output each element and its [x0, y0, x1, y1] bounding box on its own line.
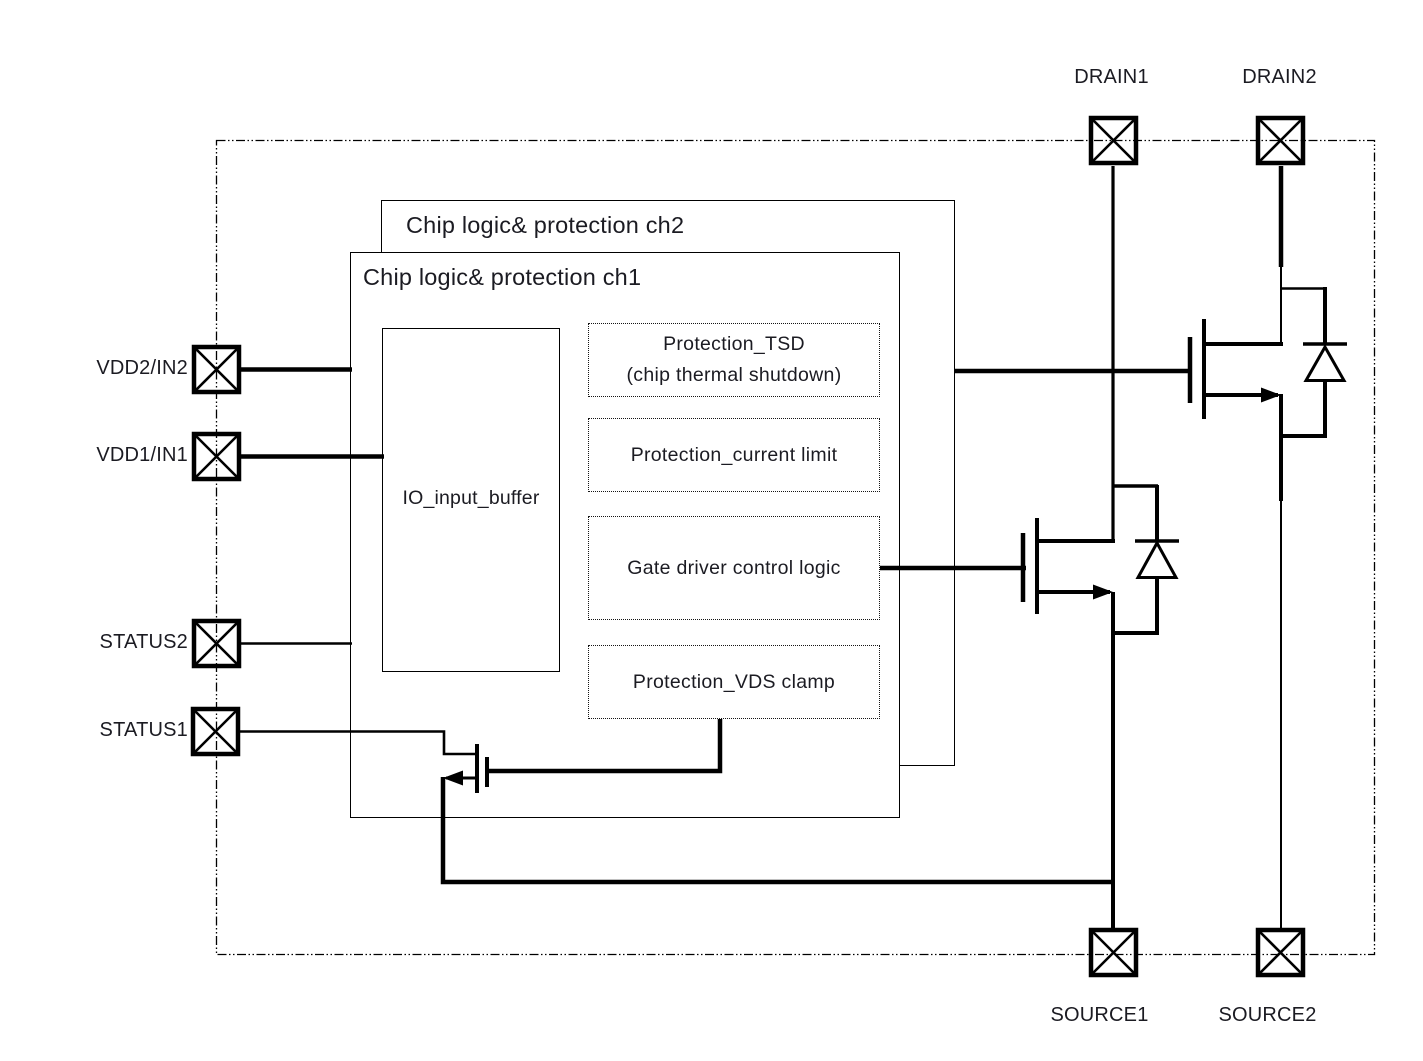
block-protection-tsd [588, 323, 880, 397]
pin-label-source1: SOURCE1 [1050, 1004, 1149, 1026]
block-io-input-buffer [382, 328, 560, 672]
block-chip-logic-ch2-title: Chip logic& protection ch2 [406, 212, 685, 238]
block-gate-driver-control-logic [588, 516, 880, 620]
block-io-input-buffer-label: IO_input_buffer [402, 487, 540, 509]
block-chip-logic-ch1-title: Chip logic& protection ch1 [363, 264, 642, 290]
block-protection-vds-clamp-label: Protection_VDS clamp [632, 670, 836, 693]
block-protection-current-limit-label: Protection_current limit [630, 443, 838, 466]
block-protection-current-limit [588, 418, 880, 492]
pin-label-vdd1-in1: VDD1/IN1 [96, 444, 188, 466]
block-protection-vds-clamp [588, 645, 880, 719]
pin-label-status1: STATUS1 [99, 719, 188, 741]
pin-label-drain1: DRAIN1 [1074, 66, 1149, 88]
pin-label-source2: SOURCE2 [1218, 1004, 1317, 1026]
pin-label-drain2: DRAIN2 [1242, 66, 1317, 88]
block-protection-tsd-label-line2: (chip thermal shutdown) [626, 364, 842, 386]
block-protection-tsd-label-line1: Protection_TSD [663, 333, 805, 355]
pin-label-vdd2-in2: VDD2/IN2 [96, 357, 188, 379]
block-gate-driver-control-logic-label: Gate driver control logic [627, 556, 841, 579]
pin-label-status2: STATUS2 [99, 631, 188, 653]
